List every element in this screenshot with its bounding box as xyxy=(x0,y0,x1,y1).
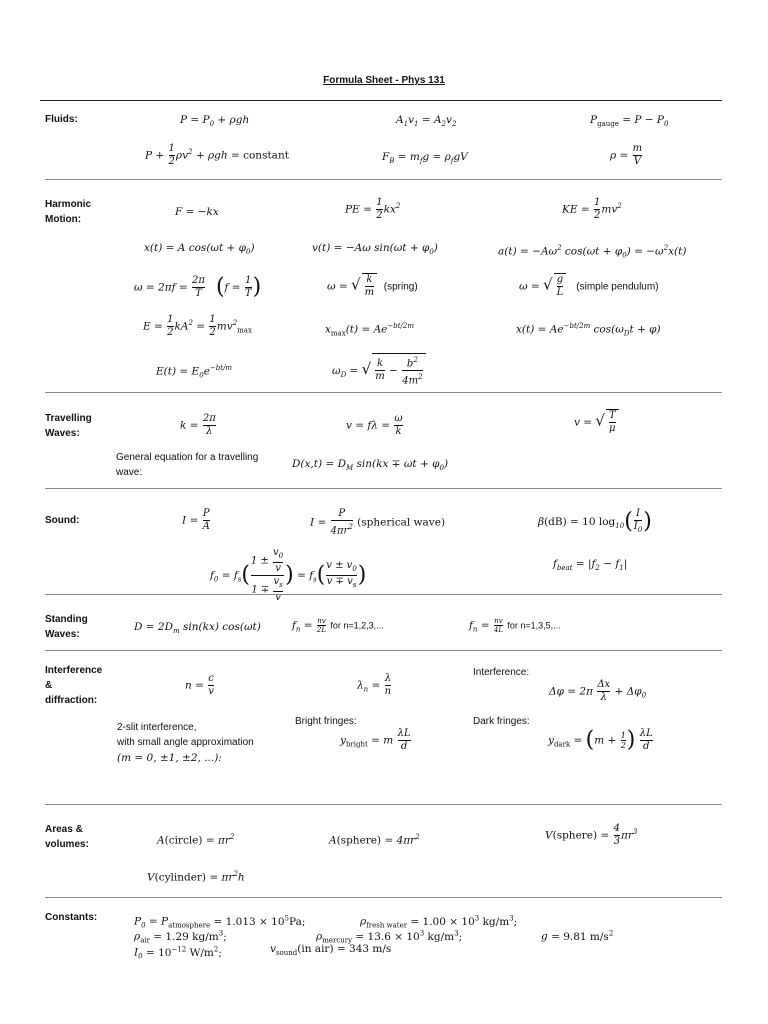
formula-sphere-area: A(sphere) = $4\pi r^2$ xyxy=(329,833,420,847)
formula-omega-pendulum: ω = √ $\frac{g}{L}$ (simple pendulum) xyxy=(519,274,659,298)
two-slit-note: 2-slit interference, with small angle approximation xyxy=(117,722,254,748)
section-harmonic: Harmonic Motion: xyxy=(45,199,92,225)
formula-buoyancy: $F_B = m_fg = \rho_fgV$ xyxy=(382,151,468,166)
formula-potential-energy: PE = $\frac{1}{2}$ $kx^2$ xyxy=(345,197,401,221)
formula-circle-area: A(circle) = $\pi r^2$ xyxy=(157,833,235,847)
formula-wave-number: k = $\frac{2\pi}{\lambda}$ xyxy=(180,413,216,437)
constant-air-density: $\rho_{air} = 1.29$ $kg/m^3$; xyxy=(134,929,227,945)
formula-cylinder-volume: V(cylinder) = $\pi r^2h$ xyxy=(147,870,245,884)
section-travelling: Travelling Waves: xyxy=(45,413,92,439)
constant-threshold-intensity: $I_0 = 10^{-12}$ $W/m^2$; xyxy=(134,945,222,961)
divider xyxy=(45,392,722,393)
formula-wave-speed: v = fλ = $\frac{\omega}{k}$ xyxy=(346,413,403,437)
formula-string-speed: v = √ $\frac{T}{\mu}$ xyxy=(574,409,619,435)
formula-m-values: (m = 0, ±1, ±2, ...): xyxy=(117,752,222,764)
constant-sound-speed: $v_{sound}(in$ air) = 343 m/s xyxy=(270,943,392,958)
bright-label: Bright fringes: xyxy=(295,716,357,727)
formula-density: ρ = $\frac{m}{V}$ xyxy=(610,143,643,167)
formula-dark-fringes: $y_{dark} = (m$ + $\frac{1}{2}$ ) $\frac{\lambda L}{d}$ xyxy=(548,727,653,753)
constant-water-density: $\rho_{fresh water} = 1.00 \times 10^3$ $kg/m^3$; xyxy=(360,914,518,930)
divider xyxy=(45,594,722,595)
title-rule xyxy=(40,100,722,101)
formula-damped-omega: $\omega_D$ = √ $\frac{k}{m}$ − $\frac{b^2}{4m^2}$ xyxy=(332,353,426,388)
formula-wavelength-medium: $\lambda_n$ = $\frac{\lambda}{n}$ xyxy=(357,673,392,697)
section-areas: Areas & volumes: xyxy=(45,824,89,850)
divider xyxy=(45,179,722,180)
formula-travelling-wave: $D(x,t) = D_M$ $\sin(kx \mp \omega t + \varphi_0)$ xyxy=(292,458,449,473)
constant-gravity: g = 9.81 $m/s^2$ xyxy=(541,929,614,943)
formula-kinetic-energy: KE = $\frac{1}{2}$ $mv^2$ xyxy=(562,197,622,221)
constant-mercury-density: $\rho_{mercury} = 13.6 \times 10^3$ $kg/m^3$; xyxy=(316,929,463,945)
section-sound: Sound: xyxy=(45,515,80,526)
formula-doppler: $f_0 = f_s$( 1 ± $\frac{v_0}{v}$ 1 ∓ $\frac{v_s}{v}$ ) = $f_s$( $\frac{v \pm v_0}{v \mp v_s}$ ) xyxy=(210,547,367,603)
formula-velocity: v(t) = −Aω $\sin(\omega t + \varphi_0)$ xyxy=(312,242,438,257)
formula-damped-amplitude: $x_{max}(t) = Ae^{-bt/2m}$ xyxy=(325,322,414,338)
formula-energy-decay: $E(t) = E_0e^{-bt/m}$ xyxy=(156,364,233,380)
formula-standing-wave: $D = 2D_m$ sin(kx) cos(ωt) xyxy=(134,621,261,636)
page-title: Formula Sheet - Phys 131 xyxy=(323,75,445,86)
formula-hooke: F = −kx xyxy=(175,206,219,218)
interference-label: Interference: xyxy=(473,667,530,678)
formula-position: x(t) = A $\cos(\omega t + \varphi_0)$ xyxy=(144,242,255,257)
section-interference: Interference & diffraction: xyxy=(45,665,103,706)
constant-atmospheric-pressure: $P_0 = P_{atmosphere} = 1.013 \times 10^5Pa$; xyxy=(134,914,306,930)
divider xyxy=(45,804,722,805)
formula-phase-difference: Δφ = 2π $\frac{\Delta x}{\lambda}$ + $\Delta\varphi_0$ xyxy=(549,679,647,703)
dark-label: Dark fringes: xyxy=(473,716,530,727)
constant-word: constant xyxy=(243,149,289,162)
divider xyxy=(45,897,722,898)
formula-angular-frequency: ω = 2πf = $\frac{2\pi}{T}$ (f = $\frac{1}{T}$ ) xyxy=(134,274,262,300)
formula-refractive-index: n = $\frac{c}{v}$ xyxy=(185,673,214,697)
formula-beat: $f_{beat} = |f_2 - f_1|$ xyxy=(553,558,628,573)
formula-omega-spring: ω = √ $\frac{k}{m}$ (spring) xyxy=(327,274,418,298)
formula-fn-one-end: $f_n$ = $\frac{nv}{4L}$ for n=1,3,5,... xyxy=(469,617,561,634)
section-standing: Standing Waves: xyxy=(45,614,88,640)
formula-sphere-volume: V(sphere) = $\frac{4}{3}$ $\pi r^3$ xyxy=(545,823,638,847)
divider xyxy=(45,488,722,489)
formula-damped-position: $x(t) = Ae^{-bt/2m}$ $\cos(\omega_Dt + \varphi)$ xyxy=(516,322,661,338)
formula-total-energy: E = $\frac{1}{2}$ $kA^2$ = $\frac{1}{2}$ $mv^2_{max}$ xyxy=(143,314,252,338)
divider xyxy=(45,650,722,651)
travelling-general-note: General equation for a travelling wave: xyxy=(116,452,259,478)
formula-gauge-pressure: $P_{gauge} = P - P_0$ xyxy=(590,114,669,129)
section-fluids: Fluids: xyxy=(45,114,78,125)
formula-bright-fringes: $y_{bright} = m$ $\frac{\lambda L}{d}$ xyxy=(340,728,411,752)
formula-bernoulli: P + $\frac{1}{2}$ $\rho v^2 + \rho gh$ = constant xyxy=(145,143,289,167)
section-constants: Constants: xyxy=(45,912,98,923)
formula-continuity: $A_1v_1 = A_2v_2$ xyxy=(396,114,457,129)
formula-intensity: I = $\frac{P}{A}$ xyxy=(182,508,210,532)
formula-decibel: β(dB) = 10 $\log_{10}$( $\frac{I}{I_0}$ ) xyxy=(538,508,652,534)
formula-fluid-pressure: $P = P_0 + \rho gh$ xyxy=(180,114,250,129)
formula-spherical-intensity: I = $\frac{P}{4\pi r^2}$ (spherical wave) xyxy=(310,508,446,537)
formula-acceleration: $a(t) = -A\omega^2$ $\cos(\omega t + \varphi_0) = -\omega^2x(t)$ xyxy=(498,244,687,260)
formula-fn-both-ends: $f_n$ = $\frac{nv}{2L}$ for n=1,2,3,... xyxy=(292,617,384,634)
